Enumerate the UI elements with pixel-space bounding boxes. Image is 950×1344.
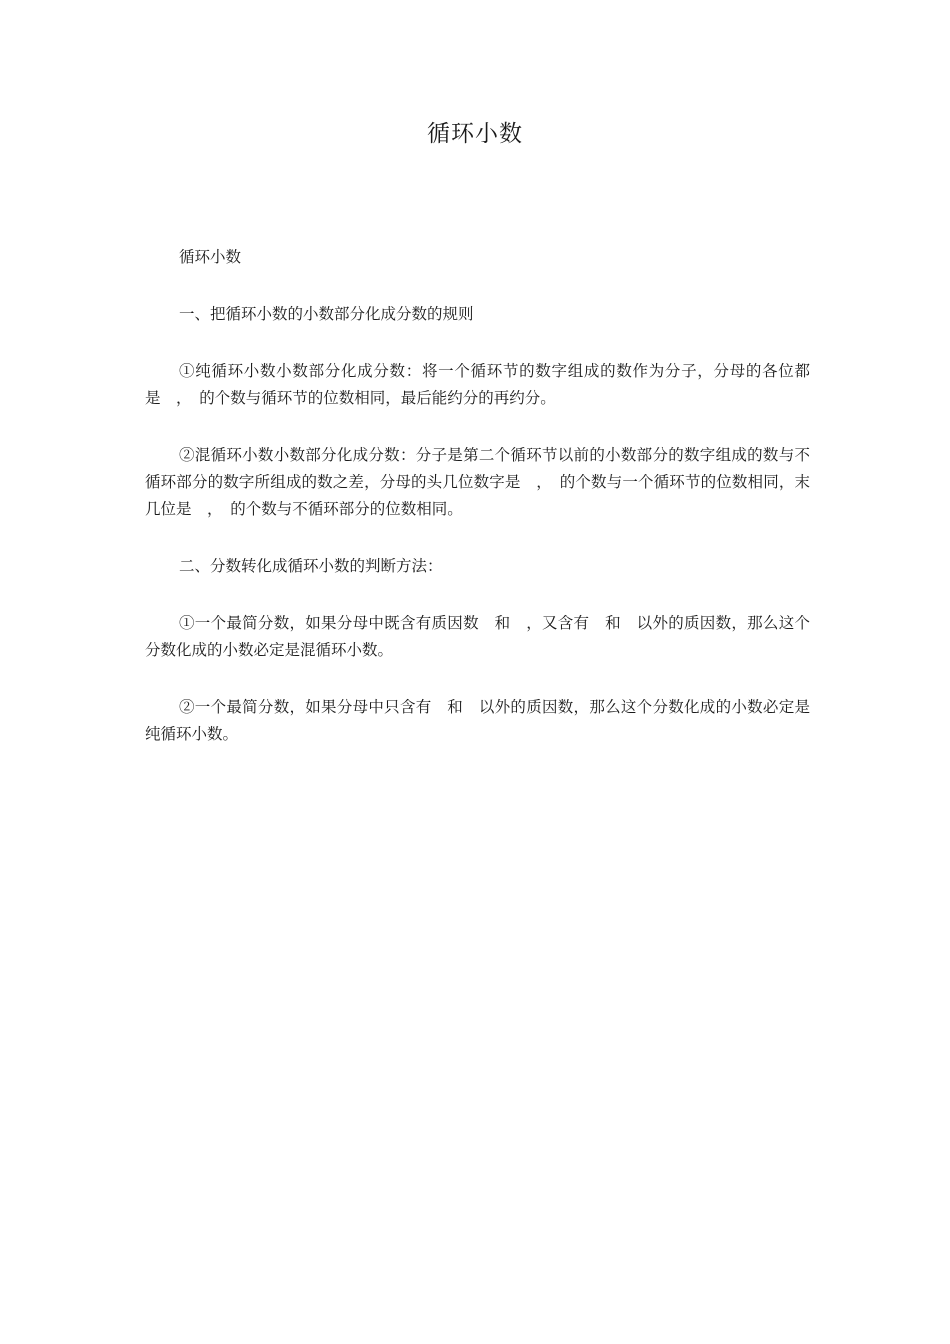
document-title: 循环小数 [427, 121, 523, 147]
method-paragraph-1: ①一个最简分数，如果分母中既含有质因数 和 ，又含有 和 以外的质因数，那么这个分数化成的小数必定是混循环小数。 [145, 614, 810, 659]
rule-paragraph-1: ①纯循环小数小数部分化成分数：将一个循环节的数字组成的数作为分子，分母的各位都是 ， 的个数与循环节的位数相同，最后能约分的再约分。 [145, 362, 810, 407]
subsection-heading-2: 二、分数转化成循环小数的判断方法： [179, 557, 443, 575]
subsection-heading-1: 一、把循环小数的小数部分化成分数的规则 [179, 305, 474, 323]
section-heading: 循环小数 [179, 248, 242, 266]
document-body [145, 244, 810, 748]
method-paragraph-2: ②一个最简分数，如果分母中只含有 和 以外的质因数，那么这个分数化成的小数必定是纯循环小数。 [145, 698, 810, 743]
rule-paragraph-2: ②混循环小数小数部分化成分数：分子是第二个循环节以前的小数部分的数字组成的数与不循环部分的数字所组成的数之差，分母的头几位数字是 ， 的个数与一个循环节的位数相同，末几位是 ， 的个数与不循环部分的位数相同。 [145, 446, 810, 518]
